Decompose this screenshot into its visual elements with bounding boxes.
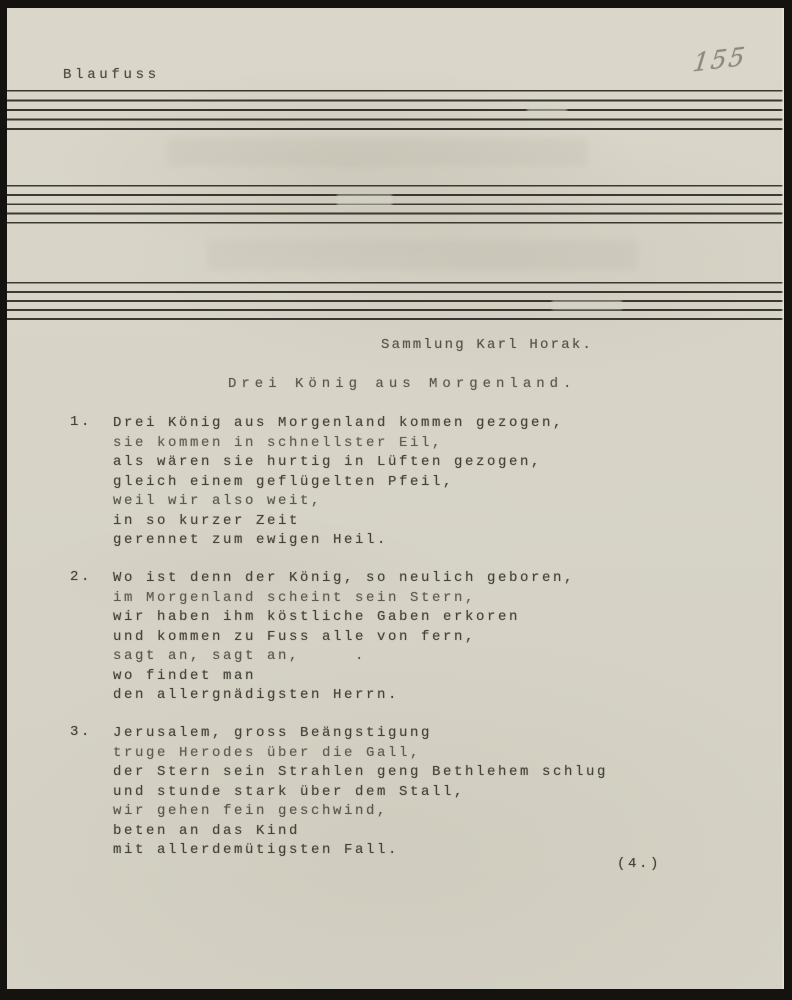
verse-line: wir haben ihm köstliche Gaben erkoren bbox=[113, 609, 521, 625]
verse-number: 2. bbox=[70, 569, 93, 585]
verse-line: gleich einem geflügelten Pfeil, bbox=[113, 473, 455, 490]
handwritten-page-number: 155 bbox=[691, 41, 749, 78]
verse-line: wo findet man bbox=[113, 667, 257, 684]
verse-line: in so kurzer Zeit bbox=[113, 512, 301, 529]
informant-label: Blaufuss bbox=[63, 67, 160, 83]
verse-1 bbox=[70, 414, 564, 551]
verse-line: sagt an, sagt an, . bbox=[113, 648, 367, 664]
verse-line: und stunde stark über dem Stall, bbox=[113, 783, 466, 800]
verse-number: 1. bbox=[70, 414, 93, 430]
footer-verse-count: (4.) bbox=[617, 856, 662, 872]
verse-line: truge Herodes über die Gall, bbox=[113, 744, 422, 761]
verse-line: Jerusalem, gross Beängstigung bbox=[113, 725, 433, 741]
verse-line: mit allerdemütigsten Fall. bbox=[113, 842, 400, 858]
verse-line: sie kommen in schnellster Eil, bbox=[113, 434, 444, 451]
scan-artifact bbox=[337, 194, 392, 206]
verse-line: im Morgenland scheint sein Stern, bbox=[113, 589, 477, 606]
music-staff bbox=[7, 90, 783, 130]
scan-artifact bbox=[207, 240, 637, 270]
verse-line: Drei König aus Morgenland kommen gezogen, bbox=[113, 415, 565, 431]
collection-attribution: Sammlung Karl Horak. bbox=[381, 337, 594, 353]
verse-lines bbox=[113, 724, 608, 861]
verse-line: weil wir also weit, bbox=[113, 493, 323, 509]
page bbox=[7, 8, 784, 989]
verse-line: und kommen zu Fuss alle von fern, bbox=[113, 628, 477, 645]
music-staff bbox=[7, 185, 783, 224]
verse-line: der Stern sein Strahlen geng Bethlehem schlug bbox=[113, 764, 609, 780]
scan-artifact bbox=[167, 138, 587, 166]
scan-artifact bbox=[527, 108, 567, 117]
verse-3 bbox=[70, 724, 608, 861]
verse-line: als wären sie hurtig in Lüften gezogen, bbox=[113, 454, 543, 470]
scan-artifact bbox=[552, 300, 622, 310]
verse-lines bbox=[113, 569, 575, 706]
song-title: Drei König aus Morgenland. bbox=[228, 376, 577, 392]
verse-line: wir gehen fein geschwind, bbox=[113, 803, 389, 819]
verse-line: beten an das Kind bbox=[113, 822, 301, 839]
verse-line: Wo ist denn der König, so neulich geboren, bbox=[113, 570, 576, 586]
music-staff bbox=[7, 282, 783, 320]
verse-line: gerennet zum ewigen Heil. bbox=[113, 532, 389, 548]
verse-line: den allergnädigsten Herrn. bbox=[113, 687, 400, 703]
verse-lines bbox=[113, 414, 564, 551]
verse-number: 3. bbox=[70, 724, 93, 740]
verse-2 bbox=[70, 569, 575, 706]
